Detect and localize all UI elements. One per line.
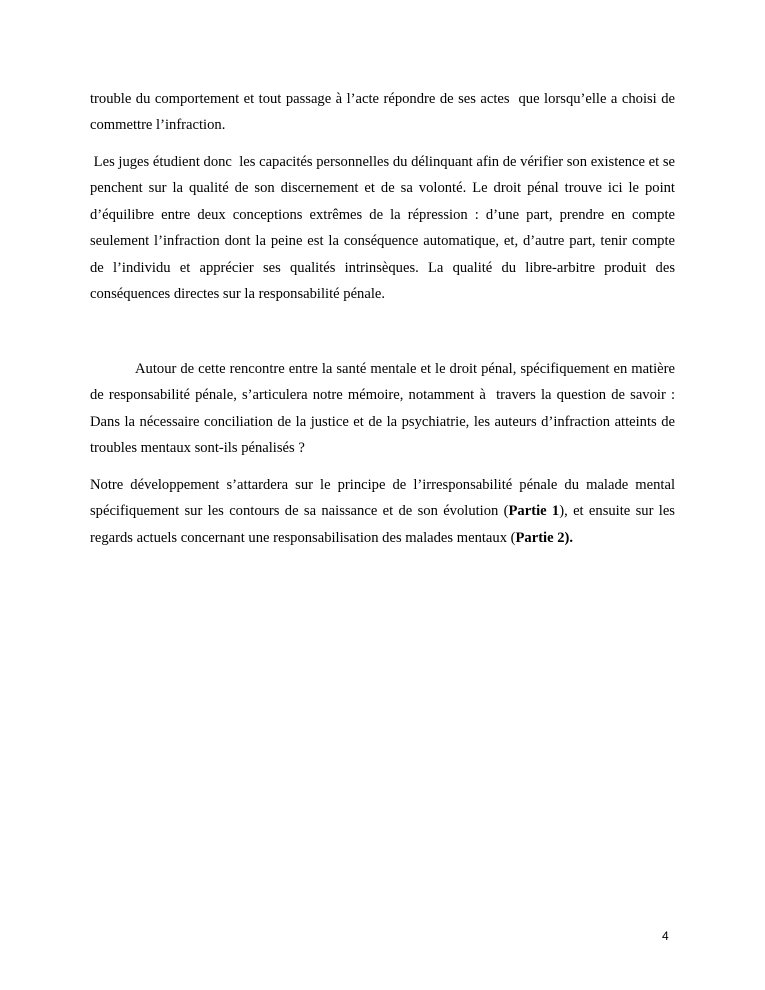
- plan-text-part-2: ), et ensuite sur les regards actuels concernant une responsabilisation des malades mentaux (: [90, 503, 679, 546]
- plan-partie-2-label: Partie 2).: [515, 529, 574, 546]
- paragraph-3-research-question: Autour de cette rencontre entre la santé mentale et le droit pénal, spécifiquement en matière de responsabilité pénale, s’articulera notre mémoire, notamment à travers la question de savoir : Dans la nécessaire conciliation de la justice et de la psychiatrie, les auteurs d’infraction atteints de troubles mentaux sont-ils pénalisés ?: [90, 361, 679, 457]
- paragraph-2: Les juges étudient donc les capacités personnelles du délinquant afin de vérifier son existence et se penchent sur la qualité de son discernement et de sa volonté. Le droit pénal trouve ici le point d’équilibre entre deux conceptions extrêmes de la répression : d’une part, prendre en compte seulement l’infraction dont la peine est la conséquence automatique, et, d’autre part, tenir compte de l’individu et apprécier ses qualités intrinsèques. La qualité du libre-arbitre produit des conséquences directes sur la responsabilité pénale.: [90, 154, 679, 303]
- paragraph-1: trouble du comportement et tout passage à l’acte répondre de ses actes que lorsqu’elle a choisi de commettre l’infraction.: [90, 91, 679, 134]
- plan-text-part-1: Notre développement s’attardera sur le principe de l’irresponsabilité pénale du malade mental spécifiquement sur les contours de sa naissance et de son évolution (: [90, 477, 679, 520]
- plan-partie-1-label: Partie 1: [508, 503, 560, 520]
- page-number: 4: [662, 929, 669, 943]
- paragraph-4-plan: [90, 472, 679, 551]
